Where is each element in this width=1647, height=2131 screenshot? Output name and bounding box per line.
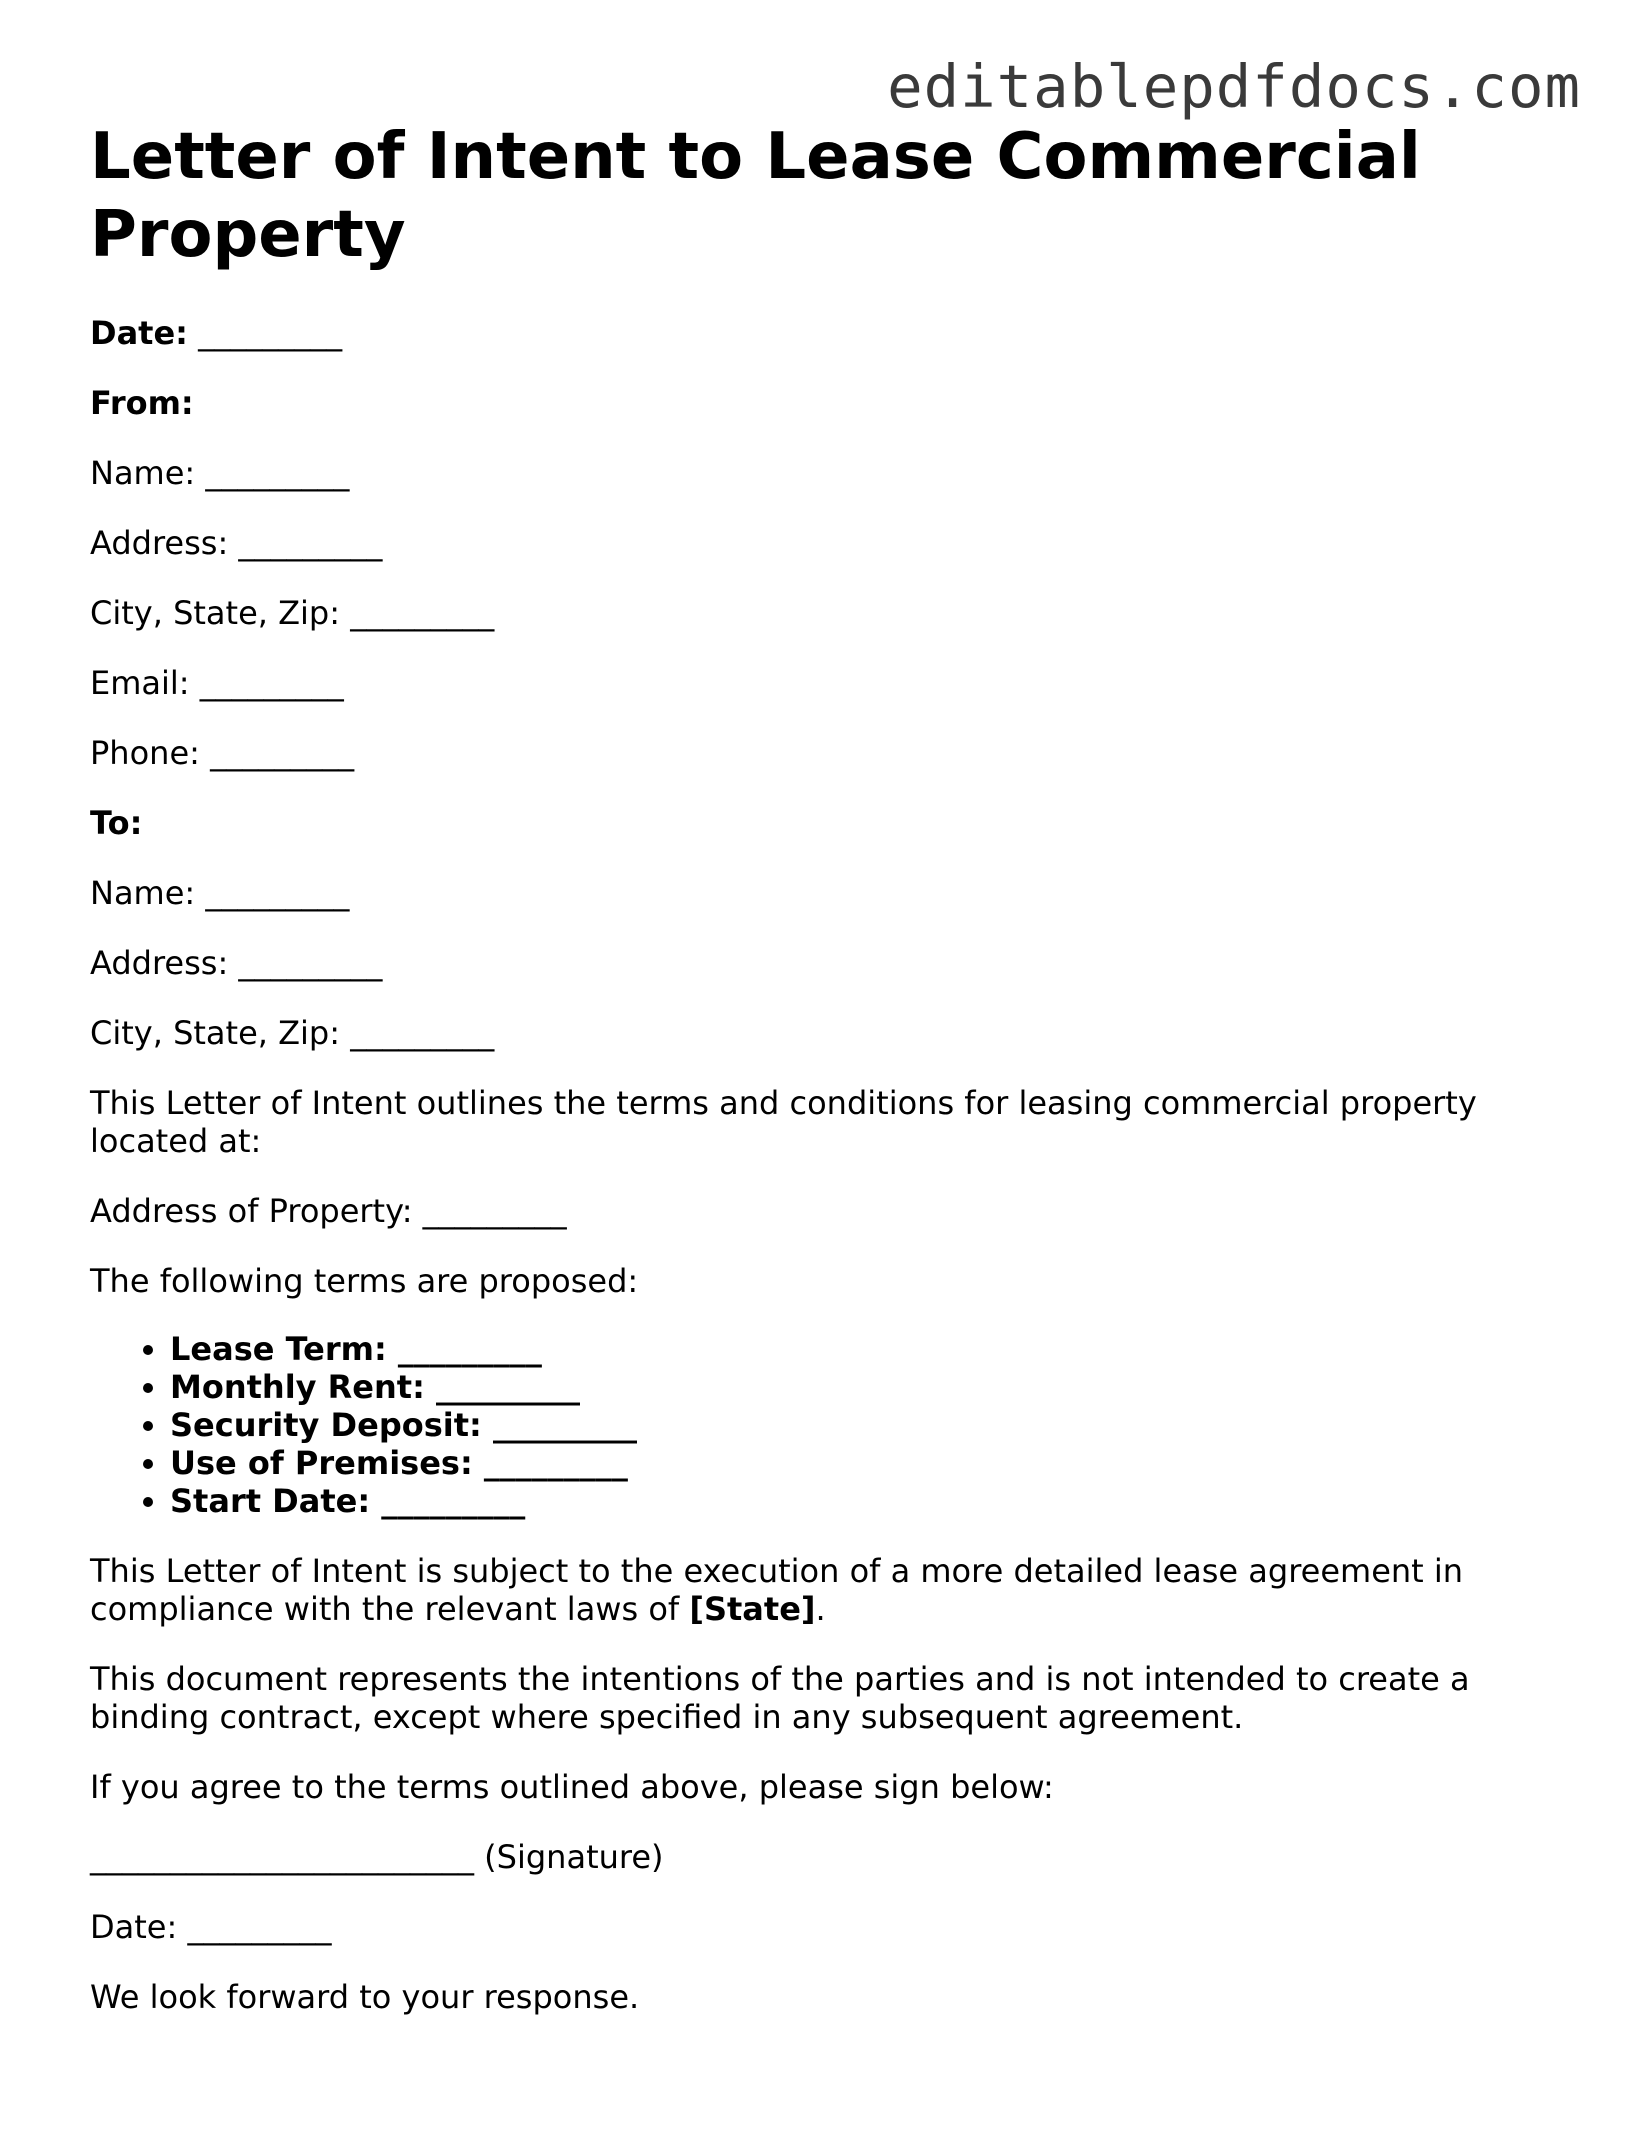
from-address-field[interactable]: Address: _________ — [90, 524, 383, 562]
to-name-field[interactable]: Name: _________ — [90, 874, 350, 912]
date-label: Date: — [90, 314, 188, 352]
terms-list — [90, 1330, 1510, 1520]
signature-line[interactable]: ________________________ (Signature) — [90, 1838, 664, 1876]
term-lease-term[interactable]: • Lease Term: _________ — [170, 1330, 1510, 1368]
document-title: Letter of Intent to Lease Commercial Property — [90, 120, 1421, 272]
from-phone-field[interactable]: Phone: _________ — [90, 734, 355, 772]
from-city-state-zip-field[interactable]: City, State, Zip: _________ — [90, 594, 495, 632]
subject-end: . — [815, 1590, 826, 1628]
property-address-field[interactable]: Address of Property: _________ — [90, 1192, 567, 1230]
state-placeholder: [State] — [689, 1590, 816, 1628]
subject-text: This Letter of Intent is subject to the execution of a more detailed lease agreement in compliance with the relevant laws of — [90, 1552, 1464, 1628]
document-page — [90, 118, 1510, 2048]
to-address-field[interactable]: Address: _________ — [90, 944, 383, 982]
terms-intro: The following terms are proposed: — [90, 1262, 639, 1300]
term-use-of-premises[interactable]: • Use of Premises: _________ — [170, 1444, 1510, 1482]
intro-paragraph: This Letter of Intent outlines the terms and conditions for leasing commercial property located at: — [90, 1084, 1477, 1160]
from-email-field[interactable]: Email: _________ — [90, 664, 344, 702]
date-field — [90, 314, 1510, 352]
subject-paragraph — [90, 1552, 1510, 1628]
signature-date-field[interactable]: Date: _________ — [90, 1908, 332, 1946]
term-monthly-rent[interactable]: • Monthly Rent: _________ — [170, 1368, 1510, 1406]
from-name-field[interactable]: Name: _________ — [90, 454, 350, 492]
nonbinding-paragraph: This document represents the intentions of the parties and is not intended to create a binding contract, except where specified in any subsequent agreement. — [90, 1660, 1470, 1736]
closing-line: We look forward to your response. — [90, 1978, 640, 2016]
to-city-state-zip-field[interactable]: City, State, Zip: _________ — [90, 1014, 495, 1052]
date-blank[interactable]: _________ — [198, 314, 343, 352]
watermark: editablepdfdocs.com — [887, 52, 1581, 121]
agree-paragraph: If you agree to the terms outlined above, please sign below: — [90, 1768, 1054, 1806]
term-security-deposit[interactable]: • Security Deposit: _________ — [170, 1406, 1510, 1444]
to-heading: To: — [90, 804, 143, 842]
from-heading: From: — [90, 384, 194, 422]
term-start-date[interactable]: • Start Date: _________ — [170, 1482, 1510, 1520]
